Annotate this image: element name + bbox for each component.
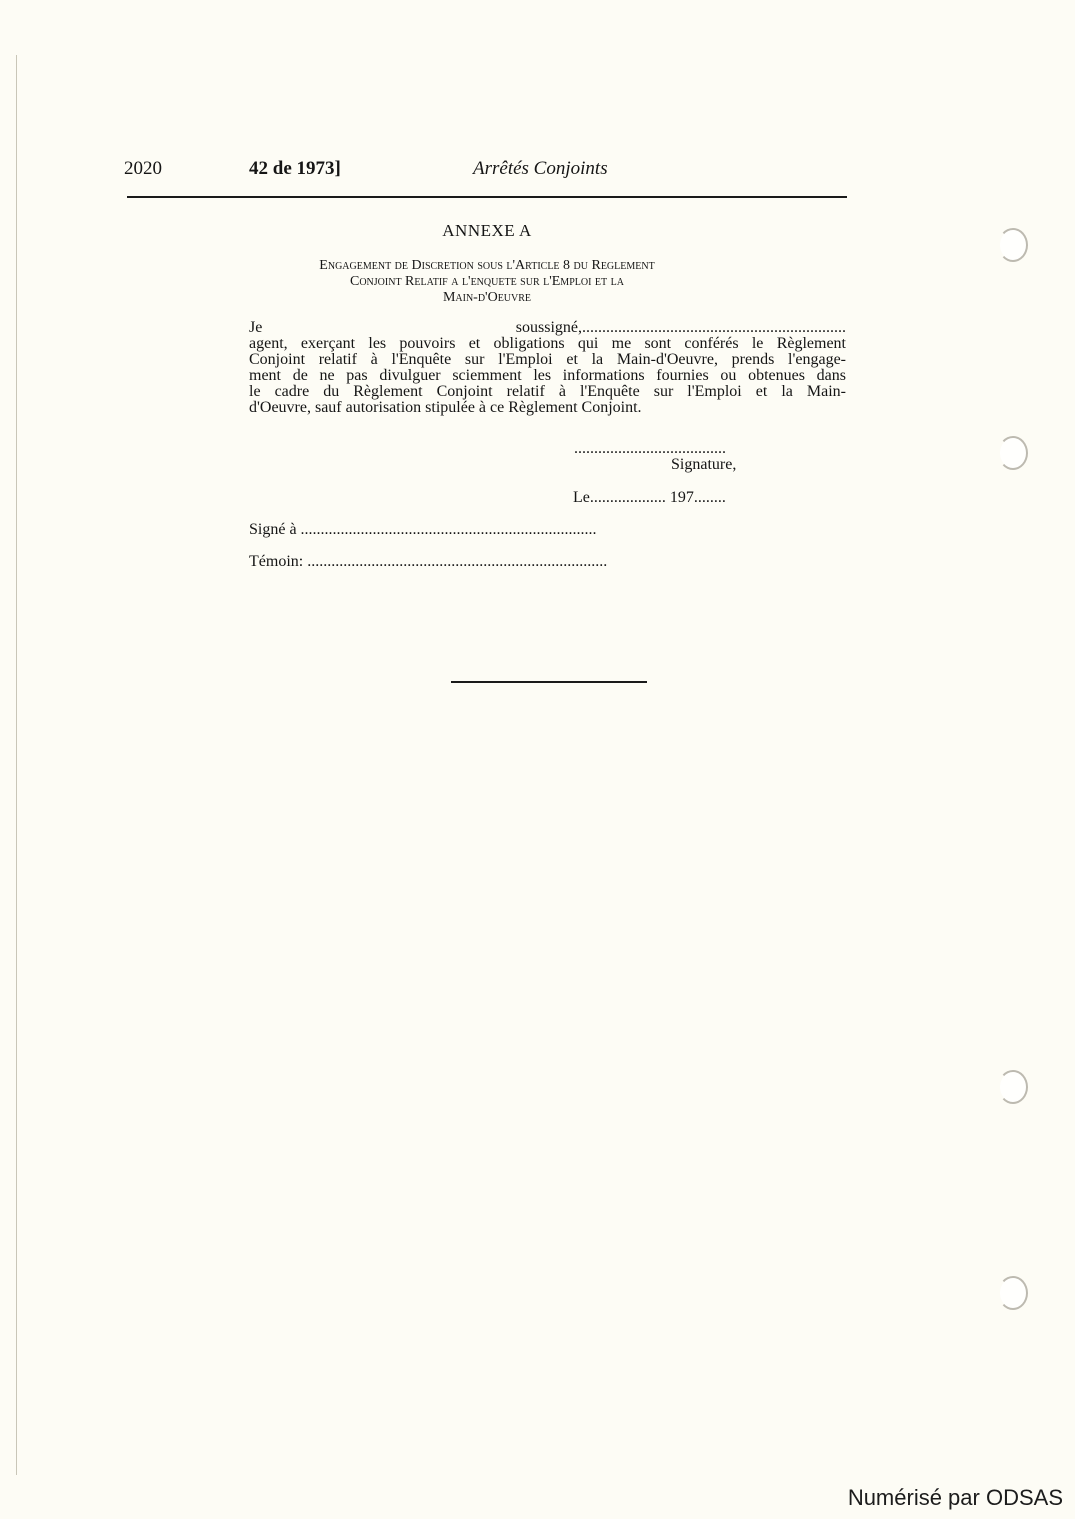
body-line: agent, exerçant les pouvoirs et obligations qui me sont conférés le Règlement — [249, 336, 846, 352]
signed-at-field: Signé à .......................................................................... — [249, 521, 597, 538]
digitization-watermark: Numérisé par ODSAS — [847, 1485, 1063, 1510]
undertaking-text — [249, 320, 846, 416]
punch-hole — [998, 228, 1028, 262]
end-rule — [451, 681, 647, 683]
punch-hole — [998, 1070, 1028, 1104]
law-reference: 42 de 1973] — [249, 158, 341, 179]
witness-field: Témoin: ........................................................................... — [249, 553, 608, 570]
annex-subtitle — [127, 258, 847, 306]
body-line: d'Oeuvre, sauf autorisation stipulée à ce Règlement Conjoint. — [249, 400, 642, 416]
date-field: Le................... 197........ — [573, 489, 726, 506]
running-title: Arrêtés Conjoints — [473, 158, 608, 179]
header-rule — [127, 196, 847, 198]
body-line: Conjoint relatif à l'Enquête sur l'Emploi et la Main-d'Oeuvre, prends l'engage- — [249, 352, 846, 368]
signature-label: Signature, — [671, 456, 737, 473]
undersigned-line: Je soussigné,.................................................................. — [249, 320, 846, 336]
subtitle-line: Engagement de Discretion sous l'Article 8 du Reglement — [319, 258, 655, 273]
page-number: 2020 — [124, 158, 162, 179]
body-line: le cadre du Règlement Conjoint relatif à l'Enquête sur l'Emploi et la Main- — [249, 384, 846, 400]
signature-field: ...................................... — [574, 440, 726, 457]
subtitle-line: Main-d'Oeuvre — [442, 290, 532, 305]
subtitle-line: Conjoint Relatif a l'enquete sur l'Emploi et la — [350, 274, 624, 289]
annex-title: ANNEXE A — [442, 221, 532, 240]
punch-hole — [998, 1276, 1028, 1310]
body-line: ment de ne pas divulguer sciemment les informations fournies ou obtenues dans — [249, 368, 846, 384]
page-edge — [16, 55, 17, 1475]
punch-hole — [998, 436, 1028, 470]
